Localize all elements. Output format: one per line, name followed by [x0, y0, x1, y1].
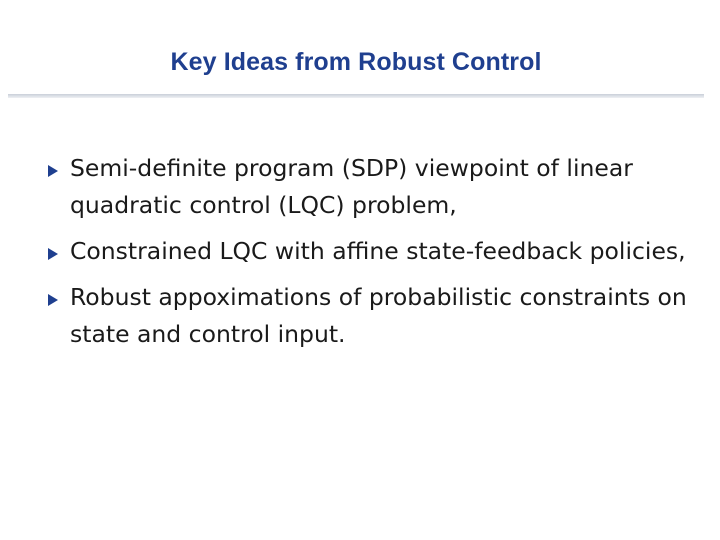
- bullet-text: Semi-definite program (SDP) viewpoint of linear quadratic control (LQC) problem,: [70, 154, 633, 219]
- bullet-item: [48, 150, 688, 224]
- bullet-text: Robust appoximations of probabilistic constraints on state and control input.: [70, 283, 687, 348]
- bullet-list: [48, 150, 688, 362]
- bullet-text: Constrained LQC with affine state-feedback policies,: [70, 237, 686, 265]
- triangle-bullet-icon: [48, 165, 58, 177]
- slide-title: Key Ideas from Robust Control: [170, 48, 542, 76]
- bullet-item: [48, 233, 688, 270]
- triangle-bullet-icon: [48, 248, 58, 260]
- triangle-bullet-icon: [48, 294, 58, 306]
- title-divider: [8, 94, 704, 98]
- bullet-item: [48, 279, 688, 353]
